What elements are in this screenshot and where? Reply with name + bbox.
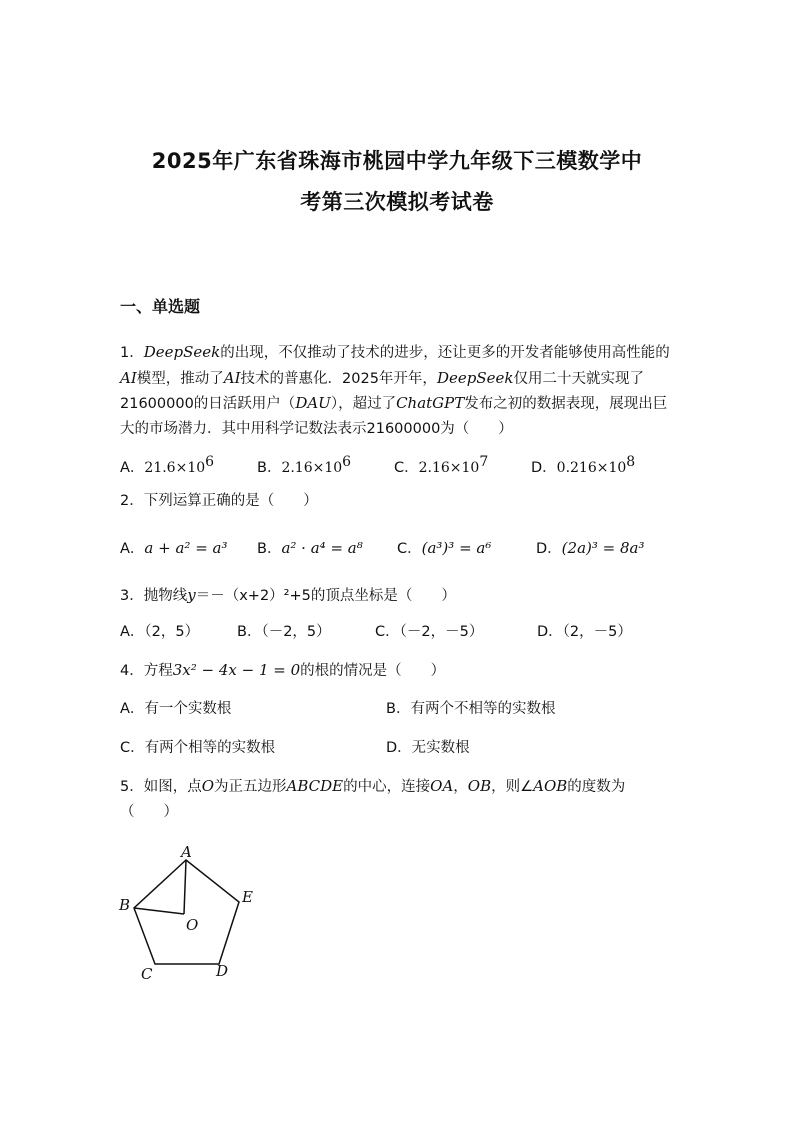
question-1-text-a: 的出现，不仅推动了技术的进步，还让更多的开发者能够使用高性能的 bbox=[220, 345, 670, 361]
question-3-number: 3．抛物线 bbox=[120, 588, 188, 604]
math-aob: AOB bbox=[533, 777, 568, 795]
question-4-number: 4．方程 bbox=[120, 663, 173, 679]
question-4-options-row-1 bbox=[120, 699, 680, 721]
question-5-number: 5．如图，点 bbox=[120, 779, 202, 795]
question-3-option-b[interactable]: B．（－2，5） bbox=[237, 624, 331, 640]
vertex-label-d: D bbox=[216, 962, 229, 980]
question-4-text: 的根的情况是（ ） bbox=[300, 663, 446, 679]
question-1-option-c[interactable]: C．$2.16\times 10^7$ bbox=[394, 454, 489, 476]
question-5-text-a: 为正五边形 bbox=[214, 779, 287, 795]
question-2-option-a[interactable]: A．a + a² = a³ bbox=[120, 539, 228, 557]
segment-ob bbox=[134, 908, 184, 914]
pentagon-figure bbox=[114, 842, 274, 984]
math-o: O bbox=[201, 777, 215, 795]
question-2-stem: 2．下列运算正确的是（ ） bbox=[120, 493, 318, 509]
question-2-options bbox=[120, 538, 680, 560]
question-4-option-b[interactable]: B．有两个不相等的实数根 bbox=[386, 701, 556, 717]
math-dau: DAU bbox=[295, 394, 331, 412]
vertex-label-a: A bbox=[181, 843, 192, 861]
math-deepseek: DeepSeek bbox=[143, 343, 221, 361]
question-1-text-b: 模型，推动了 bbox=[136, 370, 224, 387]
exam-title-line-1: 2025年广东省珠海市桃园中学九年级下三模数学中 bbox=[151, 149, 643, 173]
question-1-number: 1． bbox=[120, 345, 144, 361]
question-1-option-a[interactable]: A．$21.6\times 10^6$ bbox=[120, 454, 215, 476]
math-chatgpt: ChatGPT bbox=[396, 394, 465, 412]
question-1-text-d: 仅用二十天就实现了21600000的日活跃用户（ bbox=[120, 370, 644, 412]
question-1-text-f: 发布之初的数据表现，展现出巨大的市场潜力．其中用科学记数法表示21600000为（ ） bbox=[120, 396, 668, 437]
question-1-options bbox=[120, 452, 680, 474]
question-2-option-c[interactable]: C．(a³)³ = a⁶ bbox=[397, 539, 492, 557]
math-oa: OA bbox=[430, 777, 454, 795]
vertex-label-c: C bbox=[141, 965, 153, 983]
math-abcde: ABCDE bbox=[286, 777, 344, 795]
question-5-answer-blank: （ ） bbox=[120, 803, 178, 820]
question-3-text: ＝－（x+2）²+5的顶点坐标是（ ） bbox=[195, 588, 456, 604]
question-5-stem bbox=[120, 774, 680, 824]
question-4-option-c[interactable]: C．有两个相等的实数根 bbox=[120, 740, 276, 756]
question-1-stem bbox=[120, 340, 680, 441]
math-ai: AI bbox=[120, 368, 137, 387]
question-3-stem bbox=[120, 583, 680, 609]
vertex-label-b: B bbox=[119, 896, 131, 914]
segment-oa bbox=[184, 860, 186, 914]
question-5-text-e: 的度数为 bbox=[567, 779, 626, 795]
question-2-option-b[interactable]: B．a² · a⁴ = a⁸ bbox=[257, 539, 363, 557]
question-4-options-row-2 bbox=[120, 738, 680, 760]
question-1-text-e: ），超过了 bbox=[330, 396, 397, 412]
center-label-o: O bbox=[186, 916, 199, 934]
math-equation: 3x² − 4x − 1 = 0 bbox=[172, 661, 301, 679]
question-1-option-d[interactable]: D．$0.216\times 10^8$ bbox=[531, 454, 636, 476]
question-3-options bbox=[120, 622, 680, 644]
section-heading-single-choice: 一、单选题 bbox=[120, 297, 201, 316]
question-2-option-d[interactable]: D．(2a)³ = 8a³ bbox=[536, 539, 645, 557]
math-ob: OB bbox=[467, 777, 492, 795]
question-3-option-a[interactable]: A．（2，5） bbox=[120, 624, 200, 640]
question-3-option-d[interactable]: D．（2，－5） bbox=[537, 624, 632, 640]
question-5-text-c: ， bbox=[453, 779, 468, 795]
math-ai-2: AI bbox=[223, 368, 241, 387]
question-4-option-d[interactable]: D．无实数根 bbox=[386, 740, 470, 756]
question-5-text-d: ，则∠ bbox=[491, 779, 534, 795]
vertex-label-e: E bbox=[242, 888, 253, 906]
math-y: y bbox=[187, 586, 196, 604]
exam-title-line-2: 考第三次模拟考试卷 bbox=[300, 190, 494, 214]
question-5-text-b: 的中心，连接 bbox=[343, 779, 431, 795]
math-deepseek-2: DeepSeek bbox=[436, 368, 514, 387]
pentagon-outline bbox=[134, 860, 239, 964]
question-1-option-b[interactable]: B．$2.16\times 10^6$ bbox=[257, 454, 352, 476]
question-4-option-a[interactable]: A．有一个实数根 bbox=[120, 701, 232, 717]
question-4-stem bbox=[120, 658, 680, 684]
question-3-option-c[interactable]: C．（－2，－5） bbox=[375, 624, 484, 640]
question-1-text-c: 技术的普惠化．2025年开年， bbox=[240, 370, 437, 387]
